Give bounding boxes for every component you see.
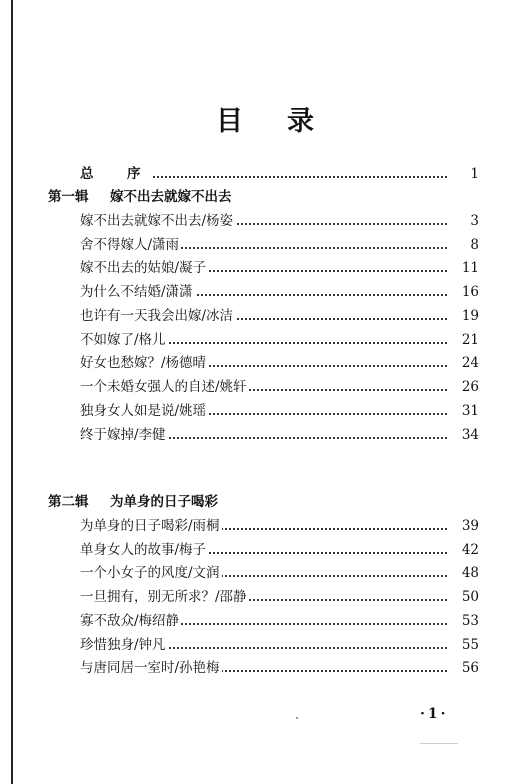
toc-entry xyxy=(80,635,479,655)
toc-entry xyxy=(80,516,479,536)
entry-page: 1 xyxy=(451,164,479,184)
toc-entry xyxy=(80,330,479,350)
toc-entry xyxy=(80,211,479,231)
section-part: 第二辑 xyxy=(48,494,89,510)
entry-page: 31 xyxy=(451,401,479,421)
title-char: 录 xyxy=(287,106,314,137)
entry-title: 单身女人的故事/梅子 xyxy=(80,542,207,558)
toc-entry xyxy=(80,258,479,278)
entry-title: 不如嫁了/格儿 xyxy=(80,332,166,348)
toc-entry xyxy=(80,282,479,302)
scan-speck xyxy=(420,743,458,744)
entry-title: 独身女人如是说/姚瑶 xyxy=(80,403,207,419)
entry-page: 53 xyxy=(451,611,479,631)
entry-title: 也许有一天我会出嫁/冰洁 xyxy=(80,308,234,324)
entry-page: 55 xyxy=(451,635,479,655)
toc-entry xyxy=(80,353,479,373)
entry-title: 嫁不出去就嫁不出去/杨姿 xyxy=(80,213,234,229)
entry-title: 寡不敌众/梅绍静 xyxy=(80,613,180,629)
entry-page: 3 xyxy=(451,211,479,231)
toc-entry xyxy=(80,377,479,397)
entry-title: 好女也愁嫁？/杨德晴 xyxy=(80,355,207,371)
entry-page: 24 xyxy=(451,353,479,373)
section-part: 第一辑 xyxy=(48,189,89,205)
toc-entry xyxy=(80,235,479,255)
entry-title: 与唐同居一室时/孙艳梅 xyxy=(80,660,220,676)
entry-page: 50 xyxy=(451,587,479,607)
page-number: ·1· xyxy=(420,706,449,722)
entry-page: 34 xyxy=(451,425,479,445)
entry-title: 嫁不出去的姑娘/凝子 xyxy=(80,260,207,276)
toc-entry xyxy=(80,306,479,326)
entry-page: 19 xyxy=(451,306,479,326)
toc-entry-preface xyxy=(80,164,479,184)
entry-page: 16 xyxy=(451,282,479,302)
entry-page: 42 xyxy=(451,540,479,560)
entry-title: 总 序 xyxy=(80,166,151,182)
entry-title: 终于嫁掉/李健 xyxy=(80,427,166,443)
page-title xyxy=(0,99,505,139)
toc-entry xyxy=(80,401,479,421)
entry-title: 一个未婚女强人的自述/姚轩 xyxy=(80,379,247,395)
toc-entry xyxy=(80,540,479,560)
toc-entry xyxy=(80,658,479,678)
toc-entry xyxy=(80,587,479,607)
entry-page: 39 xyxy=(451,516,479,536)
toc-entry xyxy=(80,563,479,583)
scan-speck xyxy=(296,717,298,719)
entry-title: 珍惜独身/钟凡 xyxy=(80,637,166,653)
toc-entry xyxy=(80,611,479,631)
entry-page: 48 xyxy=(451,563,479,583)
toc-entry xyxy=(80,425,479,445)
entry-page: 56 xyxy=(451,658,479,678)
section-header xyxy=(48,187,232,207)
entry-title: 舍不得嫁人/潇雨 xyxy=(80,237,180,253)
entry-title: 一旦拥有，别无所求？/邵静 xyxy=(80,589,247,605)
entry-page: 11 xyxy=(451,258,479,278)
entry-title: 为单身的日子喝彩/雨桐 xyxy=(80,518,220,534)
entry-page: 26 xyxy=(451,377,479,397)
section-header xyxy=(48,492,218,512)
section-name: 嫁不出去就嫁不出去 xyxy=(110,189,232,205)
entry-title: 为什么不结婚/潇潇 xyxy=(80,284,193,300)
entry-page: 21 xyxy=(451,330,479,350)
section-name: 为单身的日子喝彩 xyxy=(110,494,218,510)
entry-page: 8 xyxy=(451,235,479,255)
entry-title: 一个小女子的风度/文润 xyxy=(80,565,220,581)
title-char: 目 xyxy=(216,106,243,137)
